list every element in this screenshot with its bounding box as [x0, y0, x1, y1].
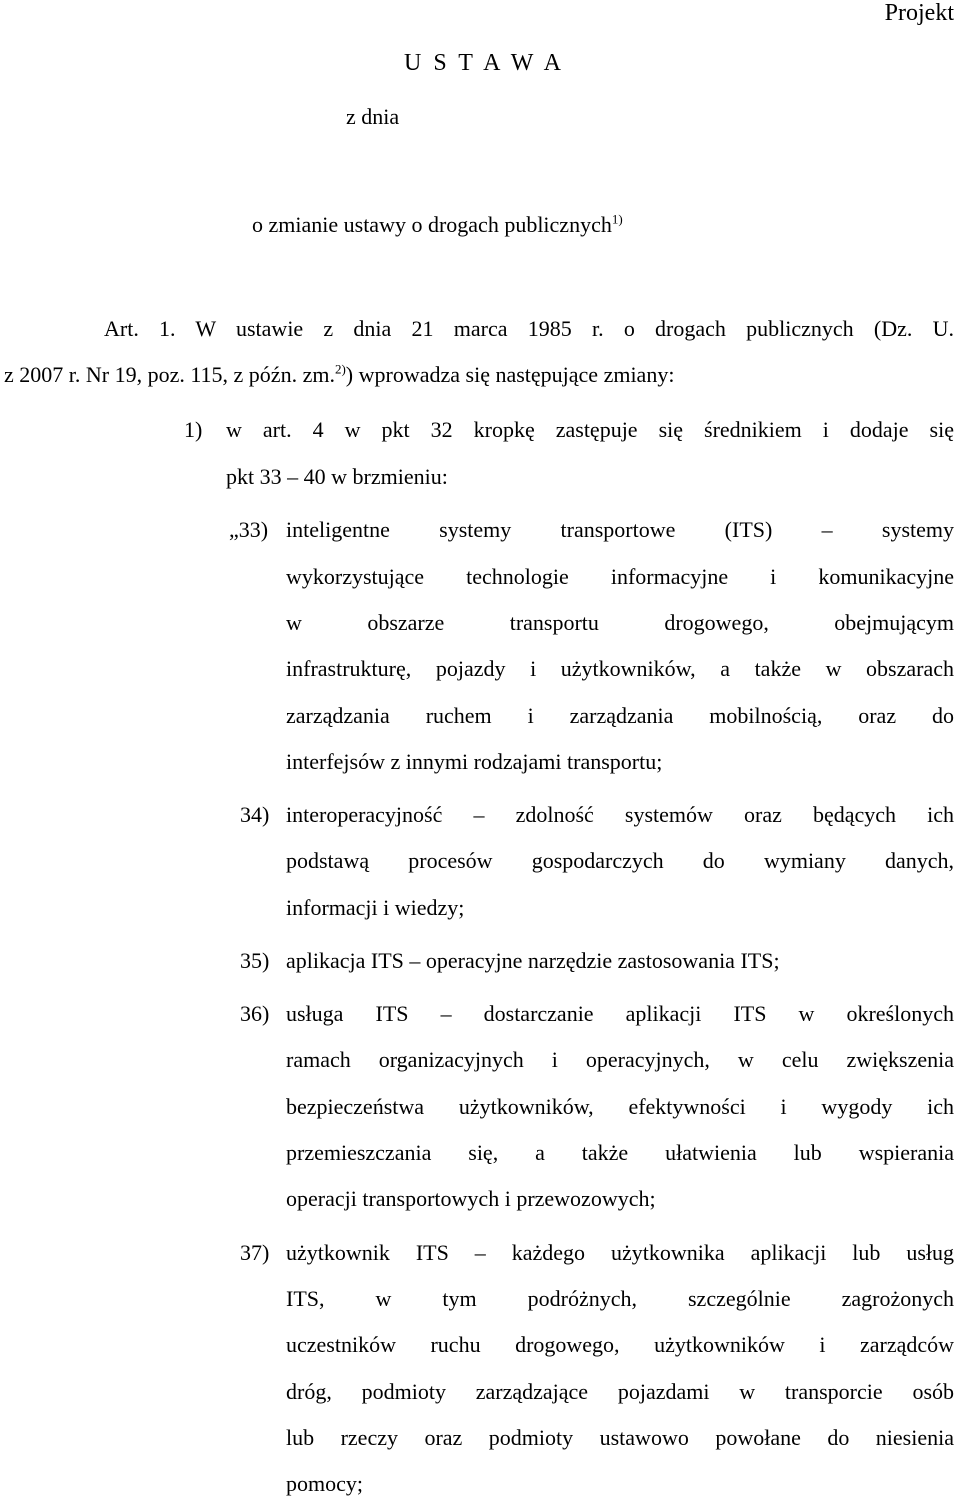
- footnote-ref-2: 2): [334, 361, 346, 377]
- subject-line: [252, 212, 623, 238]
- def-line: użytkownik ITS – każdego użytkownika aplikacji lub usług: [286, 1240, 954, 1265]
- def-line: operacji transportowych i przewozowych;: [286, 1186, 656, 1211]
- art1-line1: Art. 1. W ustawie z dnia 21 marca 1985 r. o drogach publicznych (Dz. U.: [104, 316, 954, 341]
- document-title: U S T A W A: [404, 50, 564, 76]
- def-line: pomocy;: [286, 1471, 363, 1496]
- def-number: „33): [229, 517, 269, 542]
- art1-line2-pre: z 2007 r. Nr 19, poz. 115, z późn. zm.: [4, 362, 335, 387]
- point1-line2: pkt 33 – 40 w brzmieniu:: [226, 464, 448, 489]
- art1-line2: [4, 362, 674, 388]
- point1-number: 1): [184, 417, 203, 442]
- def-number: 36): [240, 1001, 270, 1026]
- def-number: 34): [240, 802, 270, 827]
- def-number: 37): [240, 1240, 270, 1265]
- art1-line2-post: ) wprowadza się następujące zmiany:: [345, 362, 675, 387]
- date-line: z dnia: [346, 104, 400, 129]
- def-number: 35): [240, 948, 270, 973]
- def-line: podstawą procesów gospodarczych do wymiany danych,: [286, 848, 954, 873]
- def-line: informacji i wiedzy;: [286, 895, 465, 920]
- def-line: bezpieczeństwa użytkowników, efektywności i wygody ich: [286, 1094, 954, 1119]
- def-line: ramach organizacyjnych i operacyjnych, w celu zwiększenia: [286, 1047, 954, 1072]
- def-line: lub rzeczy oraz podmioty ustawowo powołane do niesienia: [286, 1425, 954, 1450]
- footnote-ref-1: 1): [611, 211, 623, 227]
- def-line: ITS, w tym podróżnych, szczególnie zagrożonych: [286, 1286, 954, 1311]
- def-line: usługa ITS – dostarczanie aplikacji ITS w określonych: [286, 1001, 954, 1026]
- def-line: infrastrukturę, pojazdy i użytkowników, a także w obszarach: [286, 656, 954, 681]
- def-line: aplikacja ITS – operacyjne narzędzie zastosowania ITS;: [286, 948, 780, 973]
- def-line: inteligentne systemy transportowe (ITS) – systemy: [286, 517, 954, 542]
- def-line: dróg, podmioty zarządzające pojazdami w transporcie osób: [286, 1379, 954, 1404]
- def-line: w obszarze transportu drogowego, obejmującym: [286, 610, 954, 635]
- def-line: wykorzystujące technologie informacyjne i komunikacyjne: [286, 564, 954, 589]
- def-line: zarządzania ruchem i zarządzania mobilnością, oraz do: [286, 703, 954, 728]
- def-line: uczestników ruchu drogowego, użytkowników i zarządców: [286, 1332, 954, 1357]
- point1-line1: w art. 4 w pkt 32 kropkę zastępuje się średnikiem i dodaje się: [226, 417, 954, 442]
- def-line: przemieszczania się, a także ułatwienia lub wspierania: [286, 1140, 954, 1165]
- projekt-label: Projekt: [884, 0, 954, 26]
- def-line: interfejsów z innymi rodzajami transportu;: [286, 749, 663, 774]
- def-line: interoperacyjność – zdolność systemów oraz będących ich: [286, 802, 954, 827]
- subject-text: o zmianie ustawy o drogach publicznych: [252, 212, 612, 237]
